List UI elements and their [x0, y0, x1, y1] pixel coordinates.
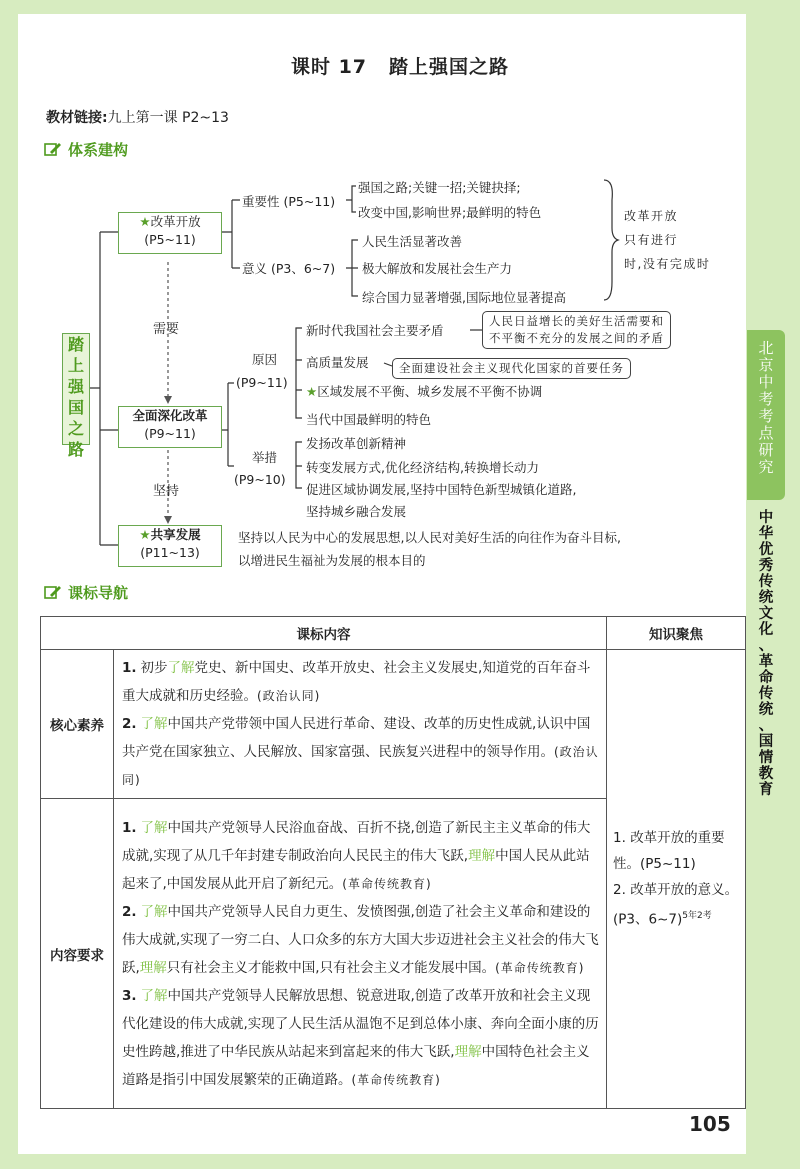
req-item — [122, 898, 600, 982]
meaning-item: 极大解放和发展社会生产力 — [362, 261, 513, 276]
keyword-highlight: 了解 — [140, 819, 168, 836]
tab-char: 考 — [758, 390, 774, 408]
standards-table — [40, 616, 746, 1109]
section-standards-label: 课标导航 — [68, 584, 129, 602]
textbook-link-value: 九上第一课 P2~13 — [107, 110, 229, 126]
root-char: 踏 — [67, 335, 84, 354]
meaning-item: 综合国力显著增强,国际地位显著提高 — [362, 290, 566, 305]
tab-char: 秀 — [758, 558, 774, 574]
tab-char: 点 — [758, 424, 774, 442]
tab-char: 革 — [758, 654, 774, 670]
branch-cause: 原因 — [252, 352, 278, 367]
tab-char: 北 — [758, 339, 774, 357]
root-char: 国 — [67, 398, 84, 417]
page-number: 105 — [689, 1112, 731, 1136]
col-content-header: 课标内容 — [41, 617, 607, 650]
section-standards — [44, 582, 128, 603]
tab-char: 国 — [758, 734, 774, 750]
item-text: 中国人民从此站起来了,中国发展从此开启了新纪元。 — [122, 847, 590, 892]
cause-item: 当代中国最鲜明的特色 — [306, 412, 432, 427]
exam-frequency: 5年2考 — [682, 911, 712, 922]
tab-char: 化 — [758, 622, 774, 638]
keyword-highlight: 理解 — [139, 959, 167, 976]
keyword-highlight: 理解 — [454, 1043, 482, 1060]
branch-meaning: 意义 (P3、6~7) — [242, 261, 336, 276]
tab-char: 华 — [758, 526, 774, 542]
share-desc: 以增进民生福祉为发展的根本目的 — [238, 553, 426, 568]
table-row — [41, 650, 746, 799]
side-tab-topic[interactable] — [752, 510, 780, 798]
focus-item — [613, 877, 744, 933]
item-text: 中国特色社会主义道路是指引中国发展繁荣的正确道路。 — [122, 1043, 590, 1088]
keyword-highlight: 理解 — [468, 847, 496, 864]
root-char: 强 — [67, 377, 84, 396]
bubble-line: 不平衡不充分的发展之间的矛盾 — [489, 331, 664, 345]
tab-char: 教 — [758, 766, 774, 782]
req-item — [122, 982, 600, 1094]
label-persist: 坚持 — [153, 484, 180, 499]
star-icon: ★ — [139, 527, 151, 542]
focus-item — [613, 825, 744, 877]
lesson-title: 踏上强国之路 — [389, 56, 510, 78]
core-item — [122, 654, 600, 710]
side-tab-research[interactable] — [747, 330, 785, 500]
cause-item — [306, 382, 542, 400]
cause-item: 高质量发展 — [306, 355, 369, 370]
item-number: 1. — [122, 819, 137, 836]
item-text: 中国共产党带领中国人民进行革命、建设、改革的历史性成就,认识中国共产党在国家独立、人民解放、国家富强、民族复兴进程中的领导作用。 — [122, 716, 591, 760]
root-char: 路 — [67, 440, 84, 459]
item-number: 1. — [122, 660, 137, 676]
tab-char: 情 — [758, 750, 774, 766]
knowledge-focus — [607, 650, 746, 1109]
section-system-label: 体系建构 — [68, 141, 129, 159]
tab-char: 育 — [758, 782, 774, 798]
item-number: 1. — [613, 830, 626, 847]
star-icon: ★ — [306, 384, 318, 399]
branch-cause-pages: (P9~11) — [236, 375, 288, 390]
tab-char: 考 — [758, 407, 774, 425]
item-tag: (政治认同) — [122, 745, 599, 787]
item-number: 2. — [122, 716, 137, 732]
meaning-item: 人民生活显著改善 — [362, 234, 463, 249]
keyword-highlight: 了解 — [140, 987, 168, 1004]
tab-char: 文 — [758, 606, 774, 622]
branch-measures: 举措 — [252, 450, 278, 465]
reform-note-line: 改革开放 — [624, 209, 679, 223]
lesson-number: 课时 17 — [290, 56, 368, 78]
item-text: 中国共产党领导人民解放思想、锐意进取,创造了改革开放和社会主义现代化建设的伟大成就,实现了人民生活从温饱不足到总体小康、奔向全面小康的历史性跨越,推进了中华民族从站起来到富起来的伟大飞跃, — [122, 987, 599, 1060]
reform-note-line: 只有进行 — [624, 233, 679, 247]
tab-char: 京 — [758, 356, 774, 374]
core-item — [122, 710, 600, 794]
branch-measures-pages: (P9~10) — [234, 472, 286, 487]
item-text: 中国共产党领导人民浴血奋战、百折不挠,创造了新民主主义革命的伟大成就,实现了从几千年封建专制政治向人民民主的伟大飞跃, — [122, 819, 591, 864]
tab-char: 中 — [758, 510, 774, 526]
tab-char: 、 — [758, 718, 774, 734]
node-reform-label: 改革开放 — [150, 214, 201, 229]
root-char: 上 — [67, 356, 84, 375]
item-tag: (革命传统教育) — [351, 1072, 441, 1087]
node-share-label: 共享发展 — [150, 527, 201, 542]
tab-char: 研 — [758, 441, 774, 459]
importance-item: 改变中国,影响世界;最鲜明的特色 — [358, 205, 542, 220]
keyword-highlight: 了解 — [167, 660, 195, 676]
item-number: 2. — [613, 882, 626, 899]
tab-char: 命 — [758, 670, 774, 686]
cause-item: 新时代我国社会主要矛盾 — [306, 323, 444, 338]
tab-char: 统 — [758, 702, 774, 718]
item-tag: (革命传统教育) — [342, 876, 432, 891]
req-content — [114, 799, 607, 1109]
row-req-label: 内容要求 — [41, 799, 114, 1109]
tab-char: 传 — [758, 686, 774, 702]
importance-item: 强国之路;关键一招;关键抉择; — [358, 180, 521, 195]
focus-text: 改革开放的意义。(P3、6~7) — [613, 882, 739, 928]
keyword-highlight: 了解 — [140, 716, 168, 732]
tab-char: 、 — [758, 638, 774, 654]
measures-item: 转变发展方式,优化经济结构,转换增长动力 — [306, 460, 539, 475]
mindmap-root — [62, 333, 90, 459]
item-text: 党史、新中国史、改革开放史、社会主义发展史,知道党的百年奋斗重大成就和历史经验。 — [122, 660, 591, 704]
item-prefix: 初步 — [140, 660, 168, 676]
keyword-highlight: 了解 — [140, 903, 168, 920]
reform-note-line: 时,没有完成时 — [624, 257, 711, 271]
bubble-contradiction — [482, 311, 671, 349]
measures-item: 坚持城乡融合发展 — [306, 504, 407, 519]
item-number: 2. — [122, 903, 137, 920]
bubble-task: 全面建设社会主义现代化国家的首要任务 — [392, 358, 631, 379]
share-desc: 坚持以人民为中心的发展思想,以人民对美好生活的向往作为奋斗目标, — [238, 530, 621, 545]
tab-char: 传 — [758, 574, 774, 590]
focus-text: 改革开放的重要性。(P5~11) — [613, 830, 725, 873]
req-item — [122, 814, 600, 898]
node-share-pages: (P11~13) — [140, 545, 200, 560]
col-focus-header: 知识聚焦 — [607, 617, 746, 650]
tab-char: 统 — [758, 590, 774, 606]
tab-char: 中 — [758, 373, 774, 391]
label-need: 需要 — [153, 322, 180, 337]
node-share — [118, 525, 222, 567]
branch-importance: 重要性 (P5~11) — [242, 194, 336, 209]
node-deepen-pages: (P9~11) — [144, 426, 196, 441]
node-deepen — [118, 406, 222, 448]
measures-item: 发扬改革创新精神 — [306, 436, 407, 451]
table-header-row — [41, 617, 746, 650]
item-tag: (政治认同) — [257, 689, 321, 703]
measures-item: 促进区域协调发展,坚持中国特色新型城镇化道路, — [306, 482, 577, 497]
item-number: 3. — [122, 987, 137, 1004]
root-char: 之 — [67, 419, 84, 438]
item-text: 中国共产党领导人民自力更生、发愤图强,创造了社会主义革命和建设的伟大成就,实现了一穷二白、人口众多的东方大国大步迈进社会主义社会的伟大飞跃, — [122, 903, 599, 976]
core-content — [114, 650, 607, 799]
node-reform-pages: (P5~11) — [144, 232, 196, 247]
cause-item-text: 区域发展不平衡、城乡发展不平衡不协调 — [317, 384, 543, 399]
row-core-label: 核心素养 — [41, 650, 114, 799]
tab-char: 究 — [758, 458, 774, 476]
bubble-line: 人民日益增长的美好生活需要和 — [489, 314, 664, 328]
node-reform — [118, 212, 222, 254]
item-text: 只有社会主义才能救中国,只有社会主义才能发展中国。 — [166, 959, 496, 976]
star-icon: ★ — [139, 214, 151, 229]
tab-char: 优 — [758, 542, 774, 558]
item-tag: (革命传统教育) — [495, 960, 585, 975]
reform-note — [624, 204, 710, 276]
node-deepen-label: 全面深化改革 — [132, 408, 208, 423]
textbook-link-label: 教材链接: — [46, 110, 108, 126]
pencil-note-icon — [44, 585, 62, 600]
